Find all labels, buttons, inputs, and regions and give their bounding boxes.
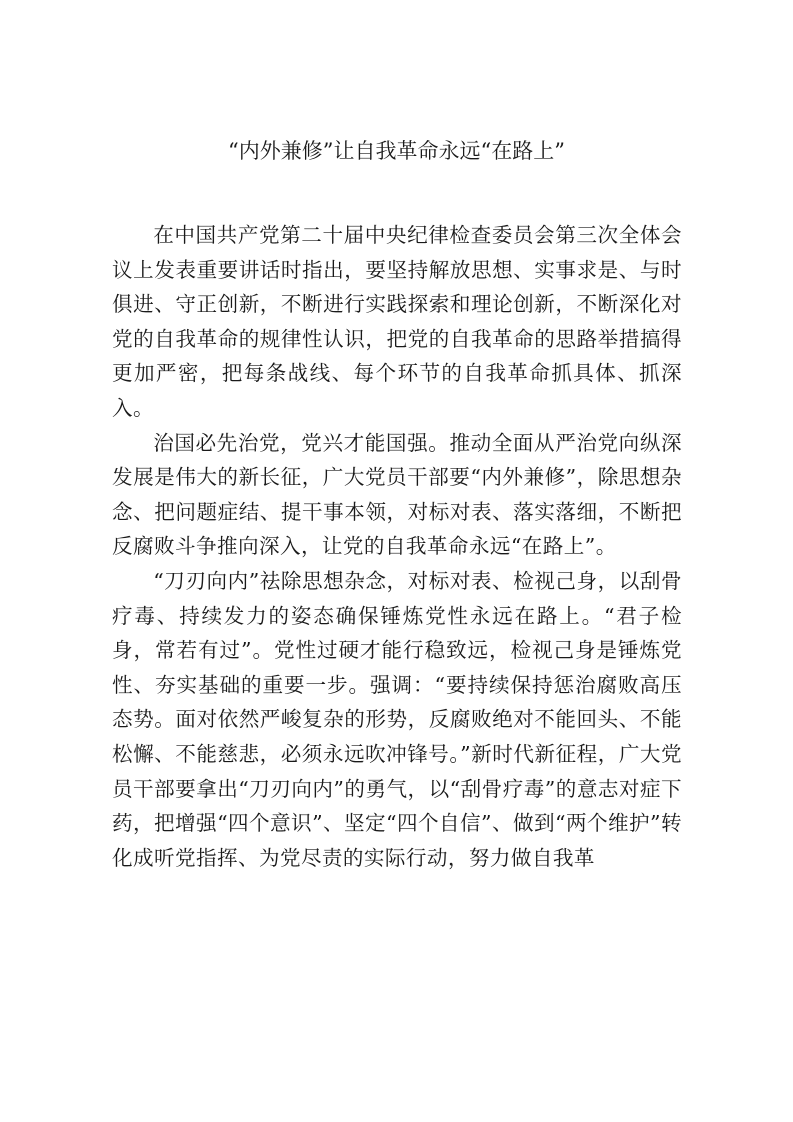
paragraph-3: “刀刃向内”祛除思想杂念，对标对表、检视己身，以刮骨疗毒、持续发力的姿态确保锤炼党性永远在路上。“君子检身，常若有过”。党性过硬才能行稳致远，检视己身是锤炼党性、夯实基础的重要一步。强调：“要持续保持惩治腐败高压态势。面对依然严峻复杂的形势，反腐败绝对不能回头、不能松懈、不能慈悲，必须永远吹冲锋号。”新时代新征程，广大党员干部要拿出“刀刃向内”的勇气，以“刮骨疗毒”的意志对症下药，把增强“四个意识”、坚定“四个自信”、做到“两个维护”转化成听党指挥、为党尽责的实际行动，努力做自我革 — [112, 568, 682, 870]
article-body — [112, 218, 682, 875]
page-title: “内外兼修”让自我革命永远“在路上” — [228, 139, 565, 163]
paragraph-2: 治国必先治党，党兴才能国强。推动全面从严治党向纵深发展是伟大的新长征，广大党员干部要“内外兼修”，除思想杂念、把问题症结、提干事本领，对标对表、落实落细，不断把反腐败斗争推向深入，让党的自我革命永远“在路上”。 — [112, 430, 682, 559]
paragraph-1: 在中国共产党第二十届中央纪律检查委员会第三次全体会议上发表重要讲话时指出，要坚持解放思想、实事求是、与时俱进、守正创新，不断进行实践探索和理论创新，不断深化对党的自我革命的规律性认识，把党的自我革命的思路举措搞得更加严密，把每条战线、每个环节的自我革命抓具体、抓深入。 — [112, 223, 682, 420]
